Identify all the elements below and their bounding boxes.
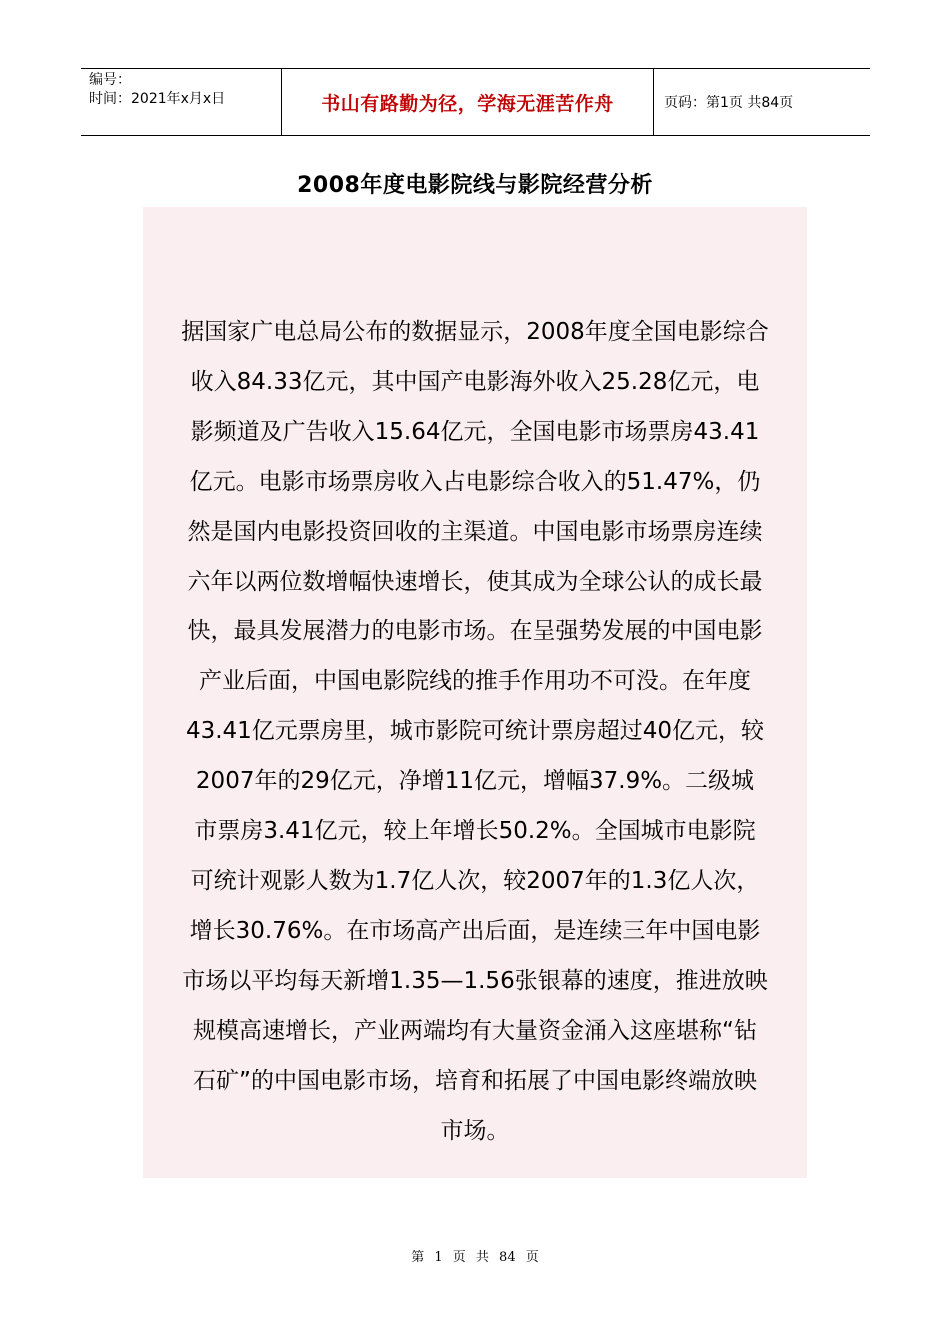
document-number-label: 编号： (89, 72, 131, 88)
document-date-label: 时间：2021年x月x日 (89, 91, 226, 107)
header-page-info: 页码：第1页 共84页 (664, 95, 794, 111)
document-header (81, 68, 870, 136)
page-footer: 第 1 页 共 84 页 (411, 1250, 539, 1265)
header-motto: 书山有路勤为径，学海无涯苦作舟 (281, 69, 654, 135)
header-meta-cell (81, 69, 281, 135)
document-title: 2008年度电影院线与影院经营分析 (297, 173, 653, 198)
body-paragraph: 据国家广电总局公布的数据显示，2008年度全国电影综合 收入84.33亿元，其中国产电影海外收入25.28亿元，电 影频道及广告收入15.64亿元，全国电影市场票房43.41 亿元。电影市场票房收入占电影综合收入的51.47%，仍 然是国内电影投资回收的主渠道。中国电影市场票房连续 六年以两位数增幅快速增长，使其成为全球公认的成长最 快，最具发展潜力的电影市场。在呈强势发展的中国电影 产业后面，中国电影院线的推手作用功不可没。在年度 43.41亿元票房里，城市影院可统计票房超过40亿元，较 2007年的29亿元，净增11亿元，增幅37.9%。二级城 市票房3.41亿元，较上年增长50.2%。全国城市电影院 可统计观影人数为1.7亿人次，较2007年的1.3亿人次， 增长30.76%。在市场高产出后面，是连续三年中国电影 市场以平均每天新增1.35—1.56张银幕的速度，推进放映 规模高速增长，产业两端均有大量资金涌入这座堪称“钻 石矿”的中国电影市场，培育和拓展了中国电影终端放映 市场。 (181, 319, 769, 1144)
